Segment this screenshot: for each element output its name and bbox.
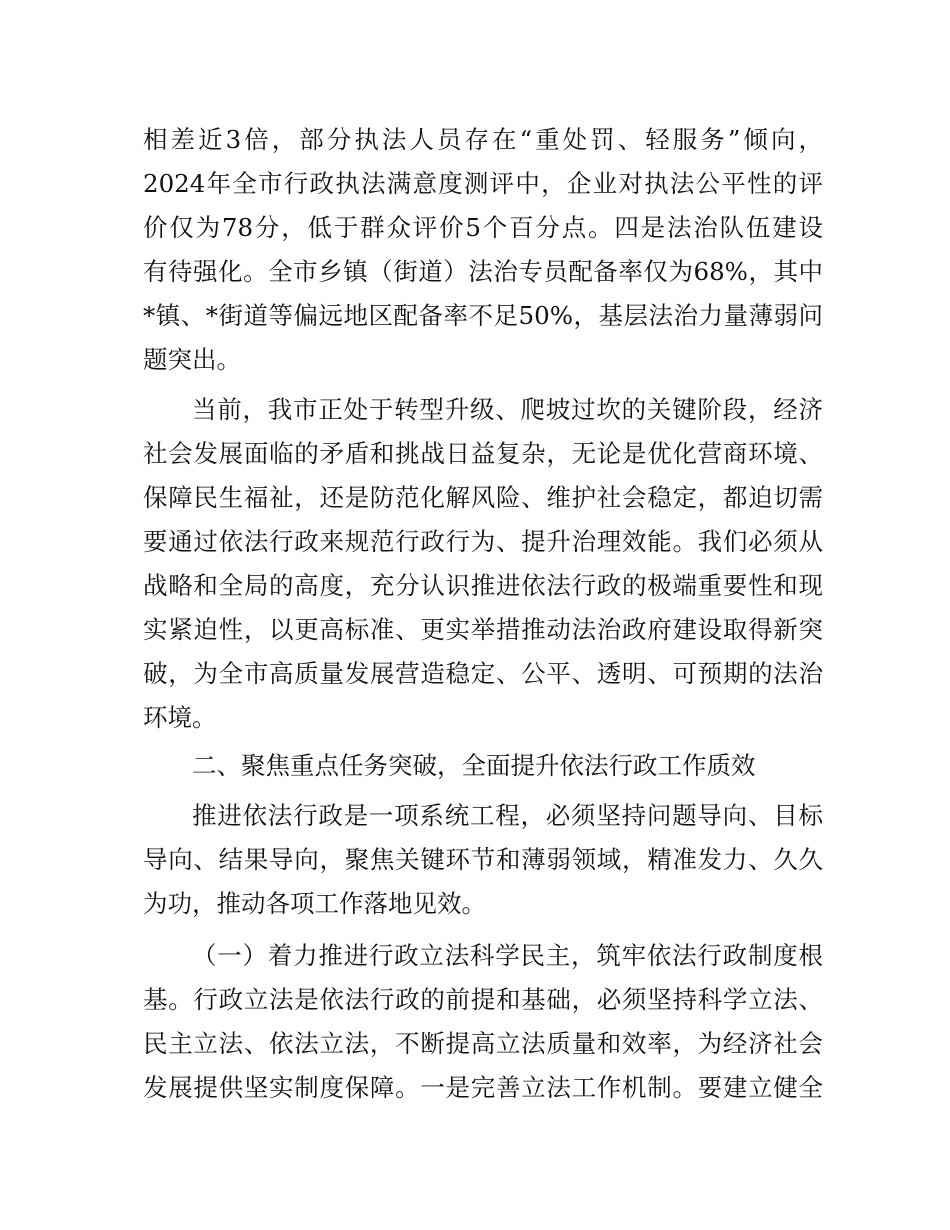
text-line: 战略和全局的高度，充分认识推进依法行政的极端重要性和现 — [143, 571, 823, 600]
section-heading: 二、聚焦重点任务突破，全面提升依法行政工作质效 — [192, 751, 756, 780]
text-line: 导向、结果导向，聚焦关键环节和薄弱领域，精准发力、久久 — [143, 845, 823, 874]
text-line: 环境。 — [143, 703, 217, 732]
text-line: 有待强化。全市乡镇（街道）法治专员配备率仅为68%，其中 — [143, 257, 823, 286]
text-line: 要通过依法行政来规范行政行为、提升治理效能。我们必须从 — [143, 527, 823, 556]
subsection-heading-line: （一）着力推进行政立法科学民主，筑牢依法行政制度根 — [192, 941, 823, 970]
text-line: 保障民生福祉，还是防范化解风险、维护社会稳定，都迫切需 — [143, 483, 823, 512]
text-line: 民主立法、依法立法，不断提高立法质量和效率，为经济社会 — [143, 1029, 823, 1058]
text-line: 为功，推动各项工作落地见效。 — [143, 889, 486, 918]
text-line: 2024年全市行政执法满意度测评中，企业对执法公平性的评 — [143, 169, 823, 198]
text-line: 发展提供坚实制度保障。一是完善立法工作机制。要建立健全 — [143, 1073, 823, 1102]
text-line: *镇、*街道等偏远地区配备率不足50%，基层法治力量薄弱问 — [143, 301, 823, 330]
text-line: 基。行政立法是依法行政的前提和基础，必须坚持科学立法、 — [143, 985, 823, 1014]
text-line: 社会发展面临的矛盾和挑战日益复杂，无论是优化营商环境、 — [143, 439, 823, 468]
text-line: 价仅为78分，低于群众评价5个百分点。四是法治队伍建设 — [143, 213, 823, 242]
text-line: 题突出。 — [143, 345, 241, 374]
text-line: 推进依法行政是一项系统工程，必须坚持问题导向、目标 — [192, 801, 823, 830]
text-line: 实紧迫性，以更高标准、更实举措推动法治政府建设取得新突 — [143, 615, 823, 644]
text-line: 当前，我市正处于转型升级、爬坡过坎的关键阶段，经济 — [192, 395, 823, 424]
text-line: 破，为全市高质量发展营造稳定、公平、透明、可预期的法治 — [143, 659, 823, 688]
text-line: 相差近3倍，部分执法人员存在“重处罚、轻服务”倾向， — [143, 125, 823, 154]
